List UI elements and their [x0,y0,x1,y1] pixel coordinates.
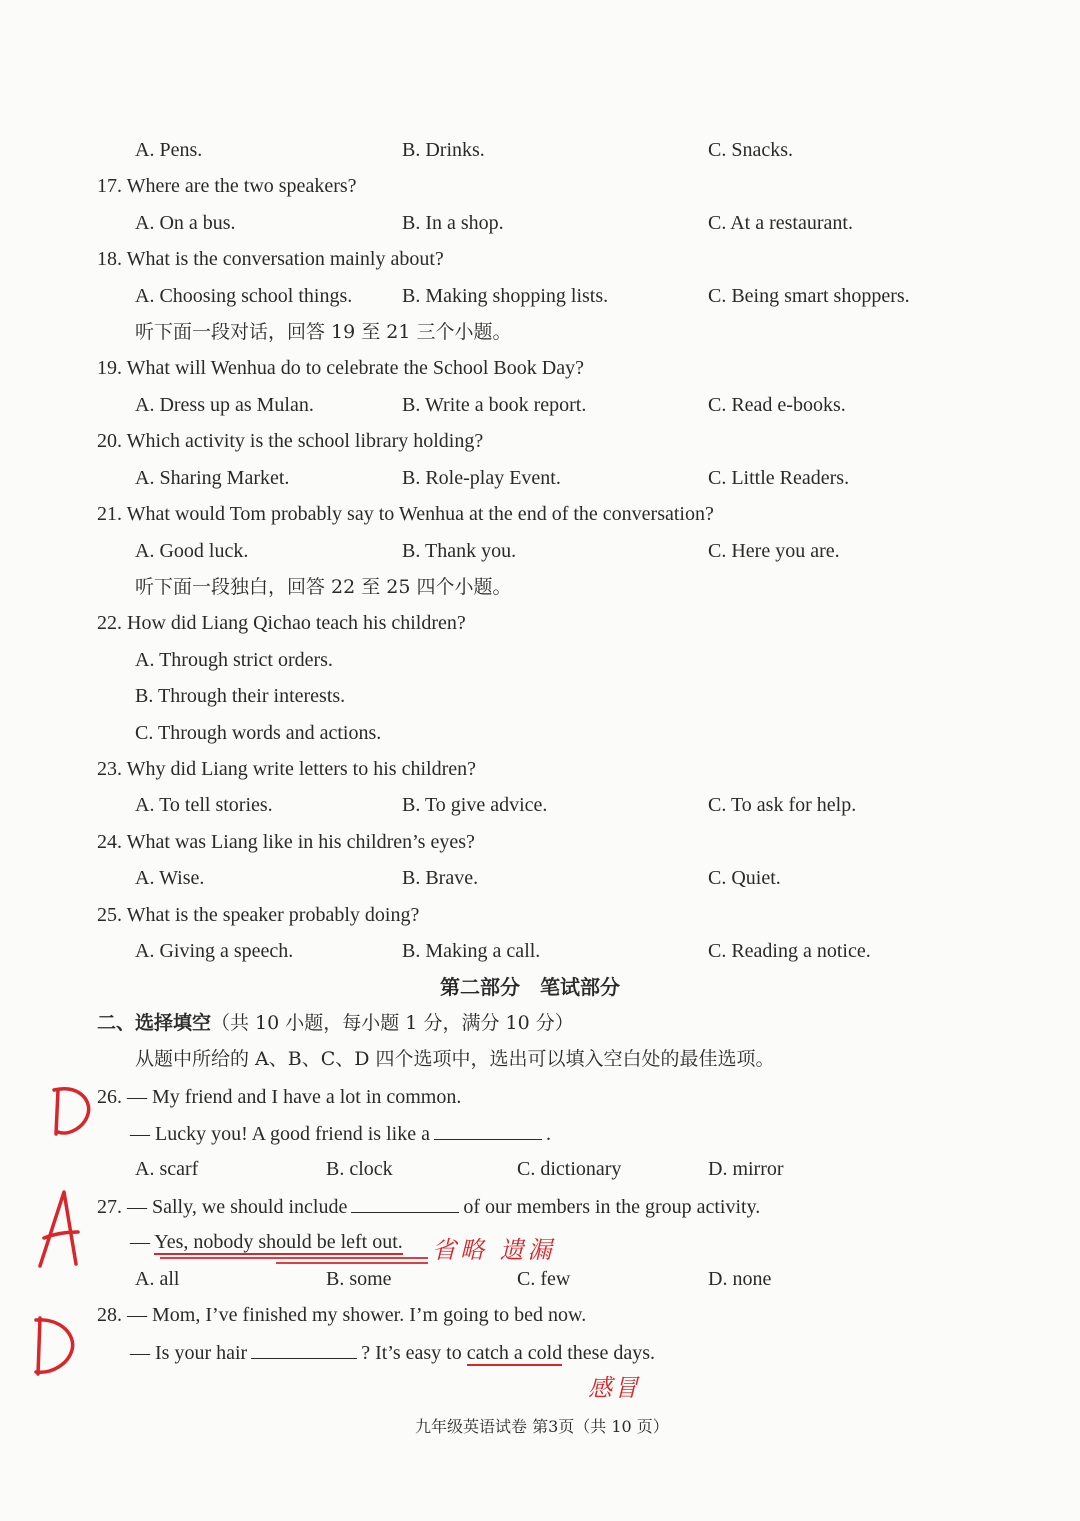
q26-handwritten-answer-mark [48,1082,98,1142]
q27-option-c: C. few [517,1268,571,1290]
q19-option-a: A. Dress up as Mulan. [135,394,314,416]
q27-underlined-reply: Yes, nobody should be left out. [154,1231,403,1253]
q17-option-a: A. On a bus. [135,212,236,234]
q18-option-b: B. Making shopping lists. [402,285,609,307]
q27-option-a: A. all [135,1268,180,1290]
q27-option-b: B. some [326,1268,392,1290]
q21-option-b: B. Thank you. [402,540,517,562]
q20-option-b: B. Role-play Event. [402,467,561,489]
section2-note: （共 10 小题，每小题 1 分，满分 10 分） [211,1012,574,1034]
q24-option-b: B. Brave. [402,867,479,889]
q26-option-b: B. clock [326,1158,393,1180]
q24-option-c: C. Quiet. [708,867,781,889]
q28-handwritten-answer-mark [30,1312,80,1380]
q25-option-a: A. Giving a speech. [135,940,294,962]
section2-heading: 二、选择填空 [97,1012,212,1034]
q18-option-c: C. Being smart shoppers. [708,285,910,307]
q25-option-b: B. Making a call. [402,940,541,962]
q23-option-b: B. To give advice. [402,794,548,816]
q19-option-c: C. Read e-books. [708,394,846,416]
q26-answer-blank [434,1117,542,1140]
q28-answer-blank [251,1336,357,1359]
q27-handwritten-answer-mark [30,1188,90,1270]
q18-option-a: A. Choosing school things. [135,285,353,307]
q21-option-a: A. Good luck. [135,540,249,562]
q23-option-a: A. To tell stories. [135,794,273,816]
q23-option-c: C. To ask for help. [708,794,857,816]
q27-option-d: D. none [708,1268,772,1290]
q17-option-b: B. In a shop. [402,212,504,234]
q24-option-a: A. Wise. [135,867,205,889]
q21-option-c: C. Here you are. [708,540,840,562]
q27-double-underline [158,1254,433,1266]
q27-handwritten-note: 省略 遗漏 [432,1236,556,1264]
q25-option-c: C. Reading a notice. [708,940,871,962]
q17-option-c: C. At a restaurant. [708,212,853,234]
q26-option-c: C. dictionary [517,1158,622,1180]
q19-option-b: B. Write a book report. [402,394,587,416]
q16-option-a: A. Pens. [135,139,203,161]
q26-option-a: A. scarf [135,1158,199,1180]
q16-option-c: C. Snacks. [708,139,793,161]
q20-option-a: A. Sharing Market. [135,467,290,489]
q28-underlined-phrase: catch a cold [466,1342,563,1364]
q28-handwritten-note: 感冒 [588,1374,640,1402]
q16-option-b: B. Drinks. [402,139,485,161]
q20-option-c: C. Little Readers. [708,467,850,489]
q27-answer-blank [351,1190,459,1213]
q26-option-d: D. mirror [708,1158,784,1180]
